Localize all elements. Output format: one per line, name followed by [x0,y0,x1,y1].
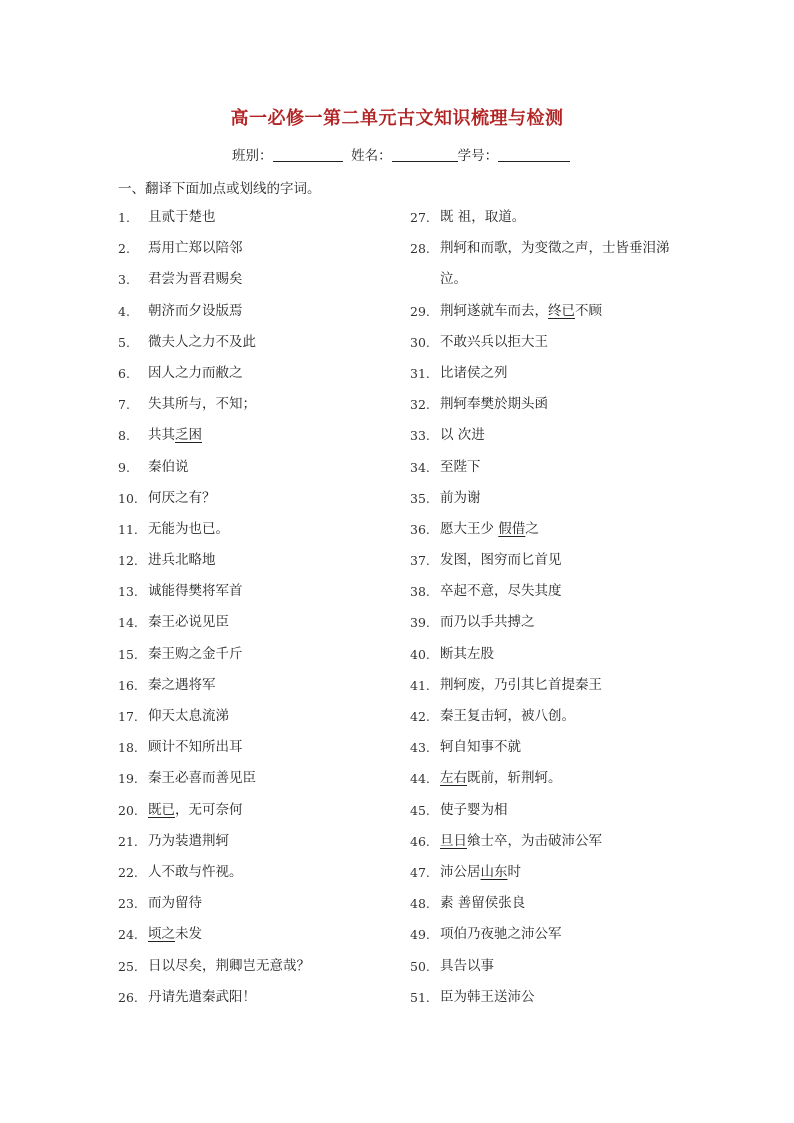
left-question-column [118,202,388,1013]
question-item [410,795,700,826]
question-item [410,358,700,389]
question-number: 9. [118,459,130,475]
name-blank[interactable] [392,147,458,162]
question-item [118,358,388,389]
question-item [118,483,388,514]
question-item [410,732,700,763]
question-item [118,888,388,919]
question-text: 至陛下 [440,458,481,475]
question-item [118,576,388,607]
question-text: 素 善留侯张良 [440,895,526,912]
question-text: 秦王必说见臣 [148,614,229,631]
question-item [410,420,700,451]
question-text: 无能为也已。 [148,520,229,537]
question-text: 轲自知事不就 [440,739,521,756]
question-number: 51. [410,989,430,1005]
question-item [118,639,388,670]
id-label: 学号： [457,148,499,164]
question-number: 22. [118,864,138,880]
question-item [118,607,388,638]
question-text [440,514,700,545]
question-text: 项伯乃夜驰之沛公军 [440,926,562,943]
question-text-line: 泣。 [440,271,467,288]
question-item [118,951,388,982]
underlined-term: 左右 [440,770,467,787]
question-number: 48. [410,896,430,912]
question-text: 既 祖，取道。 [440,209,526,225]
question-item [118,763,388,794]
question-text [440,233,700,295]
underlined-term: 既已 [148,801,175,818]
question-text: 前为谢 [440,489,481,506]
underlined-term: 乏困 [175,427,202,444]
question-item [410,233,700,295]
question-number: 24. [118,927,138,943]
question-text-segment: 既前，斩荆轲。 [467,770,562,787]
question-number: 45. [410,802,430,818]
question-text: 失其所与，不知； [148,396,256,413]
question-text: 焉用亡郑以陪邻 [148,240,243,257]
question-item [118,732,388,763]
question-item [410,888,700,919]
question-text-line: 荆轲和而歌，为变徵之声，士皆垂泪涕 [440,240,670,257]
question-item [118,420,388,451]
question-item [410,327,700,358]
question-item [410,951,700,982]
question-text: 秦王购之金千斤 [148,645,243,662]
question-number: 10. [118,490,138,506]
question-number: 14. [118,615,138,631]
question-number: 30. [410,334,430,350]
right-question-column [410,202,700,1013]
question-text-segment: 时 [507,863,521,880]
question-number: 18. [118,740,138,756]
question-number: 37. [410,553,430,569]
underlined-term: 终已 [548,302,575,319]
page-title: 高一必修一第二单元古文知识梳理与检测 [230,108,564,129]
question-item [118,982,388,1013]
question-item [118,670,388,701]
question-item [410,545,700,576]
underlined-term: 假借 [498,520,526,537]
question-text [440,296,700,327]
question-text-segment: 不顾 [575,302,602,319]
question-text: 秦之遇将军 [148,676,216,693]
question-item [410,483,700,514]
question-number: 35. [410,490,430,506]
question-item [118,264,388,295]
student-info-line [232,144,570,164]
question-number: 11. [118,521,138,537]
question-text: 荆轲奉樊於期头函 [440,396,548,413]
question-item [118,857,388,888]
question-item [118,826,388,857]
question-text: 断其左股 [440,645,494,662]
question-number: 15. [118,646,138,662]
question-number: 33. [410,428,430,444]
question-number: 50. [410,958,430,974]
question-number: 49. [410,927,430,943]
question-item [410,763,700,794]
underlined-term: 山东 [480,863,508,880]
question-text: 比诸侯之列 [440,364,508,381]
question-item [410,607,700,638]
question-text-segment: 共其 [148,427,175,444]
question-item [118,233,388,264]
question-text: 使子婴为相 [440,801,508,818]
question-number: 4. [118,303,130,319]
question-number: 38. [410,584,430,600]
question-item [410,639,700,670]
question-number: 44. [410,771,430,787]
question-number: 27. [410,210,430,225]
question-text-segment: 荆轲遂就车而去， [440,302,548,319]
question-number: 47. [410,864,430,880]
underlined-term: 旦日 [440,832,467,849]
question-number: 40. [410,646,430,662]
question-text: 发图，图穷而匕首见 [440,552,562,569]
question-text: 而乃以手共搏之 [440,614,535,631]
question-number: 39. [410,615,430,631]
question-number: 28. [410,241,430,257]
question-number: 25. [118,958,138,974]
question-number: 3. [118,272,130,288]
question-text [148,919,388,950]
question-item [410,670,700,701]
question-text: 顾计不知所出耳 [148,739,243,756]
question-number: 26. [118,989,138,1005]
question-item [410,919,700,950]
question-item [118,202,388,233]
question-text: 秦王复击轲，被八创。 [440,708,575,725]
question-text-segment: 未发 [175,926,202,943]
question-text [440,857,700,888]
question-text: 微夫人之力不及此 [148,333,256,350]
question-text: 人不敢与忤视。 [148,863,243,880]
question-text: 不敢兴兵以拒大王 [440,333,548,350]
question-item [410,452,700,483]
question-item [118,452,388,483]
question-text-segment: 之 [525,520,539,537]
question-text: 因人之力而敝之 [148,364,243,381]
question-text: 荆轲废，乃引其匕首提秦王 [440,676,602,693]
question-text [148,795,388,826]
class-label: 班别： [232,148,273,164]
question-item [410,857,700,888]
question-text: 乃为装遣荆轲 [148,832,229,849]
class-blank[interactable] [273,147,343,162]
question-item [410,514,700,545]
question-item [410,389,700,420]
question-number: 1. [118,210,130,225]
question-item [410,576,700,607]
question-text: 具告以事 [440,957,494,974]
question-text: 秦伯说 [148,458,189,475]
question-number: 29. [410,303,430,319]
question-number: 36. [410,521,430,537]
question-text: 丹请先遣秦武阳！ [148,988,256,1005]
question-item [410,202,700,233]
question-text: 日以尽矣，荆卿岂无意哉？ [148,957,310,974]
question-number: 19. [118,771,138,787]
question-item [118,919,388,950]
question-item [410,296,700,327]
question-item [118,327,388,358]
name-label: 姓名： [351,148,392,164]
question-number: 7. [118,397,130,413]
question-item [118,545,388,576]
question-text: 以 次进 [440,427,485,444]
question-number: 23. [118,896,138,912]
question-number: 32. [410,397,430,413]
question-number: 8. [118,428,130,444]
question-item [118,389,388,420]
question-text-segment: 沛公居 [440,863,481,880]
underlined-term: 顷之 [148,926,175,943]
section-heading: 一、翻译下面加点或划线的字词。 [118,181,321,197]
question-number: 41. [410,677,430,693]
question-number: 6. [118,365,130,381]
question-item [118,795,388,826]
question-item [410,701,700,732]
question-number: 21. [118,833,138,849]
question-item [118,514,388,545]
question-text-segment: ，无可奈何 [175,801,243,818]
id-blank[interactable] [498,147,570,162]
question-text [440,763,700,794]
question-number: 2. [118,241,130,257]
question-text: 仰天太息流涕 [148,708,229,724]
question-number: 17. [118,709,138,724]
question-text: 卒起不意，尽失其度 [440,583,562,600]
question-text-segment: 愿大王少 [440,520,499,537]
question-text: 进兵北略地 [148,552,216,569]
question-item [410,982,700,1013]
question-text: 秦王必喜而善见臣 [148,770,256,787]
question-number: 12. [118,553,138,569]
question-item [410,826,700,857]
question-item [118,701,388,732]
question-text-segment: 飨士卒，为击破沛公军 [467,832,602,849]
question-text [440,826,700,857]
question-number: 43. [410,740,430,756]
question-text [148,420,388,451]
question-item [118,296,388,327]
question-text: 朝济而夕设版焉 [148,302,243,319]
question-number: 42. [410,709,430,725]
question-number: 31. [410,365,430,381]
question-number: 16. [118,677,138,693]
question-number: 20. [118,802,138,818]
question-text: 何厌之有？ [148,489,216,506]
question-number: 13. [118,584,138,600]
question-text: 君尝为晋君赐矣 [148,271,243,288]
question-text: 而为留待 [148,895,202,912]
question-text: 臣为韩王送沛公 [440,988,535,1005]
question-text: 且贰于楚也 [148,209,216,225]
question-number: 46. [410,833,430,849]
question-text: 诚能得樊将军首 [148,583,243,600]
question-number: 34. [410,459,430,475]
question-number: 5. [118,334,130,350]
